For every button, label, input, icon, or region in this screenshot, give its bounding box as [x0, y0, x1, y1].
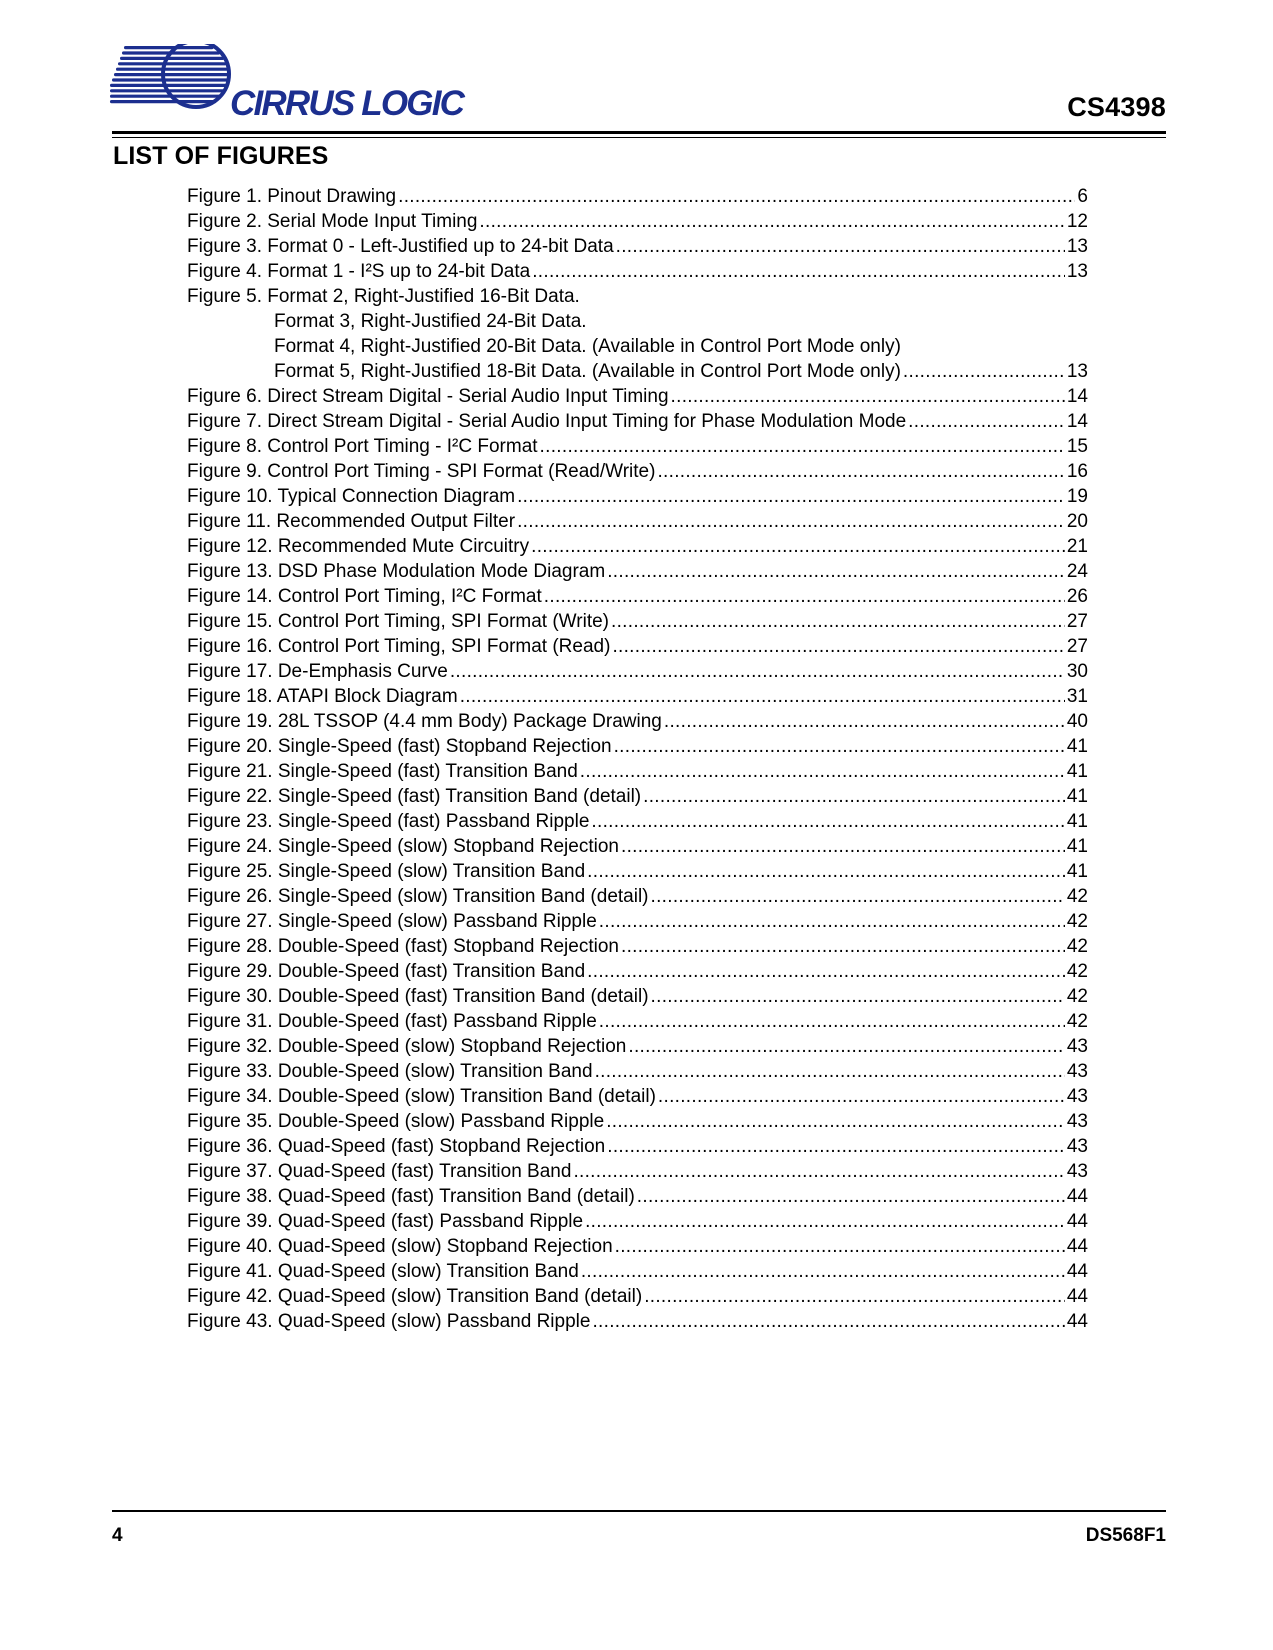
logo-streak	[110, 95, 222, 98]
dot-leader	[599, 1009, 1065, 1034]
dot-leader	[592, 1309, 1064, 1334]
toc-entry-label: Figure 36. Quad-Speed (fast) Stopband Rejection	[187, 1136, 606, 1157]
dot-leader	[532, 259, 1065, 284]
toc-entry-label: Figure 41. Quad-Speed (slow) Transition Band	[187, 1261, 579, 1282]
dot-leader	[651, 984, 1065, 1009]
logo-streak	[124, 46, 213, 49]
toc-entry-page: 42	[1066, 911, 1088, 932]
toc-entry[interactable]	[187, 459, 1088, 484]
toc-entry-label: Figure 15. Control Port Timing, SPI Format (Write)	[187, 611, 609, 632]
toc-entry[interactable]	[187, 359, 1088, 384]
toc-entry-page: 41	[1066, 786, 1088, 807]
dot-leader	[517, 509, 1065, 534]
toc-entry[interactable]	[187, 1084, 1088, 1109]
toc-entry-page: 44	[1066, 1186, 1088, 1207]
dot-leader	[599, 909, 1065, 934]
toc-entry-label: Figure 11. Recommended Output Filter	[187, 511, 516, 532]
dot-leader	[903, 359, 1065, 384]
toc-entry-page: 42	[1066, 1011, 1088, 1032]
dot-leader	[637, 1184, 1065, 1209]
toc-entry[interactable]	[187, 1159, 1088, 1184]
toc-entry-label: Figure 26. Single-Speed (slow) Transition Band (detail)	[187, 886, 649, 907]
dot-leader	[573, 1159, 1064, 1184]
toc-entry-label: Figure 1. Pinout Drawing	[187, 186, 397, 207]
dot-leader	[671, 384, 1065, 409]
toc-entry[interactable]	[187, 584, 1088, 609]
toc-entry-label: Figure 13. DSD Phase Modulation Mode Diagram	[187, 561, 606, 582]
toc-entry-label: Figure 29. Double-Speed (fast) Transition Band	[187, 961, 586, 982]
toc-entry-label: Figure 6. Direct Stream Digital - Serial Audio Input Timing	[187, 386, 669, 407]
cirrus-logic-logo	[108, 44, 528, 126]
toc-entry[interactable]	[187, 1059, 1088, 1084]
toc-entry-label: Figure 19. 28L TSSOP (4.4 mm Body) Package Drawing	[187, 711, 662, 732]
document-id: DS568F1	[1085, 1525, 1166, 1546]
toc-entry-label: Figure 39. Quad-Speed (fast) Passband Ripple	[187, 1211, 584, 1232]
dot-leader	[611, 609, 1065, 634]
toc-entry-label: Figure 32. Double-Speed (slow) Stopband Rejection	[187, 1036, 627, 1057]
toc-entry-label: Figure 3. Format 0 - Left-Justified up to 24-bit Data	[187, 236, 614, 257]
toc-entry-page: 43	[1066, 1061, 1088, 1082]
toc-entry-label: Figure 42. Quad-Speed (slow) Transition Band (detail)	[187, 1286, 643, 1307]
dot-leader	[658, 1084, 1065, 1109]
dot-leader	[450, 659, 1065, 684]
toc-entry-page: 19	[1066, 486, 1088, 507]
toc-entry-page: 13	[1066, 261, 1088, 282]
toc-entry-page: 12	[1066, 211, 1088, 232]
toc-entry-page: 40	[1066, 711, 1088, 732]
toc-entry[interactable]	[187, 759, 1088, 784]
dot-leader	[643, 784, 1065, 809]
dot-leader	[460, 684, 1065, 709]
toc-entry-label: Figure 34. Double-Speed (slow) Transition Band (detail)	[187, 1086, 656, 1107]
toc-entry-page: 20	[1066, 511, 1088, 532]
toc-entry-label: Figure 7. Direct Stream Digital - Serial Audio Input Timing for Phase Modulation Mode	[187, 411, 907, 432]
toc-entry-page: 44	[1066, 1236, 1088, 1257]
toc-entry[interactable]	[187, 934, 1088, 959]
header-divider	[112, 131, 1166, 138]
toc-entry-label: Figure 31. Double-Speed (fast) Passband Ripple	[187, 1011, 597, 1032]
toc-entry-page: 13	[1066, 236, 1088, 257]
footer-divider	[112, 1510, 1166, 1512]
dot-leader	[616, 234, 1065, 259]
dot-leader	[591, 809, 1064, 834]
page-number: 4	[112, 1525, 123, 1546]
logo-streak	[114, 73, 229, 76]
dot-leader	[621, 834, 1065, 859]
toc-entry-page: 14	[1066, 386, 1088, 407]
logo-streak	[112, 78, 229, 81]
toc-entry-page: 42	[1066, 986, 1088, 1007]
toc-entry[interactable]	[187, 559, 1088, 584]
toc-entry-label: Figure 10. Typical Connection Diagram	[187, 486, 516, 507]
dot-leader	[540, 434, 1065, 459]
toc-entry-label: Figure 37. Quad-Speed (fast) Transition Band	[187, 1161, 572, 1182]
toc-entry[interactable]	[187, 1034, 1088, 1059]
toc-entry-label: Figure 27. Single-Speed (slow) Passband Ripple	[187, 911, 597, 932]
logo-wordmark: CIRRUS LOGIC	[230, 84, 464, 123]
logo-streak	[118, 62, 227, 65]
toc-entry[interactable]	[187, 484, 1088, 509]
toc-entry-label: Figure 2. Serial Mode Input Timing	[187, 211, 478, 232]
logo-streak	[120, 57, 224, 60]
logo-streak	[116, 68, 228, 71]
toc-entry-label: Figure 21. Single-Speed (fast) Transition Band	[187, 761, 578, 782]
dot-leader	[607, 559, 1065, 584]
toc-entry-page: 43	[1066, 1086, 1088, 1107]
dot-leader	[517, 484, 1065, 509]
toc-entry-label: Figure 24. Single-Speed (slow) Stopband Rejection	[187, 836, 619, 857]
toc-entry[interactable]	[187, 534, 1088, 559]
toc-entry[interactable]	[187, 234, 1088, 259]
toc-entry-label: Figure 33. Double-Speed (slow) Transition Band	[187, 1061, 593, 1082]
dot-leader	[398, 184, 1075, 209]
toc-entry-label: Figure 5. Format 2, Right-Justified 16-Bit Data.	[187, 286, 580, 307]
toc-entry-label: Figure 14. Control Port Timing, I²C Format	[187, 586, 542, 607]
dot-leader	[628, 1034, 1064, 1059]
toc-entry[interactable]	[187, 1259, 1088, 1284]
dot-leader	[908, 409, 1065, 434]
toc-entry-label: Figure 25. Single-Speed (slow) Transition Band	[187, 861, 586, 882]
logo-streak	[110, 100, 216, 103]
toc-entry[interactable]	[187, 1134, 1088, 1159]
toc-entry-label: Format 5, Right-Justified 18-Bit Data. (Available in Control Port Mode only)	[274, 361, 901, 382]
toc-entry-label: Figure 17. De-Emphasis Curve	[187, 661, 448, 682]
toc-entry-page: 41	[1066, 736, 1088, 757]
toc-entry-page: 44	[1066, 1311, 1088, 1332]
dot-leader	[651, 884, 1065, 909]
toc-entry[interactable]	[187, 1184, 1088, 1209]
toc-entry[interactable]	[187, 434, 1088, 459]
toc-entry[interactable]	[187, 259, 1088, 284]
toc-entry-page: 42	[1066, 936, 1088, 957]
toc-entry[interactable]	[187, 1109, 1088, 1134]
toc-entry-page: 43	[1066, 1036, 1088, 1057]
toc-entry-page: 41	[1066, 861, 1088, 882]
toc-entry-page: 21	[1066, 536, 1088, 557]
dot-leader	[664, 709, 1065, 734]
dot-leader	[581, 1259, 1065, 1284]
toc-entry[interactable]	[187, 309, 1088, 334]
toc-entry[interactable]	[187, 409, 1088, 434]
toc-entry[interactable]	[187, 209, 1088, 234]
dot-leader	[544, 584, 1065, 609]
list-of-figures	[187, 184, 1088, 1334]
dot-leader	[479, 209, 1064, 234]
toc-entry-label: Figure 16. Control Port Timing, SPI Format (Read)	[187, 636, 611, 657]
toc-entry[interactable]	[187, 684, 1088, 709]
toc-entry-page: 13	[1066, 361, 1088, 382]
toc-entry[interactable]	[187, 1209, 1088, 1234]
toc-entry[interactable]	[187, 859, 1088, 884]
toc-entry-page: 42	[1066, 961, 1088, 982]
toc-entry[interactable]	[187, 609, 1088, 634]
toc-entry-page: 44	[1066, 1211, 1088, 1232]
dot-leader	[587, 859, 1065, 884]
toc-entry-page: 41	[1066, 761, 1088, 782]
dot-leader	[531, 534, 1065, 559]
toc-entry-page: 43	[1066, 1111, 1088, 1132]
toc-entry[interactable]	[187, 1009, 1088, 1034]
dot-leader	[606, 1109, 1065, 1134]
toc-entry-label: Figure 43. Quad-Speed (slow) Passband Ripple	[187, 1311, 591, 1332]
toc-entry-label: Figure 9. Control Port Timing - SPI Format (Read/Write)	[187, 461, 656, 482]
toc-entry[interactable]	[187, 909, 1088, 934]
toc-entry[interactable]	[187, 984, 1088, 1009]
toc-entry[interactable]	[187, 659, 1088, 684]
toc-entry-label: Figure 23. Single-Speed (fast) Passband Ripple	[187, 811, 590, 832]
dot-leader	[612, 634, 1064, 659]
toc-entry-page: 42	[1066, 886, 1088, 907]
toc-entry[interactable]	[187, 184, 1088, 209]
toc-entry[interactable]	[187, 384, 1088, 409]
toc-entry[interactable]	[187, 1309, 1088, 1334]
toc-entry[interactable]	[187, 334, 1088, 359]
toc-entry-page: 14	[1066, 411, 1088, 432]
toc-entry-page: 27	[1066, 636, 1088, 657]
toc-entry-page: 43	[1066, 1136, 1088, 1157]
toc-entry-label: Figure 28. Double-Speed (fast) Stopband Rejection	[187, 936, 619, 957]
toc-entry[interactable]	[187, 634, 1088, 659]
page-title: LIST OF FIGURES	[113, 142, 329, 170]
toc-entry-page: 41	[1066, 836, 1088, 857]
dot-leader	[614, 734, 1065, 759]
toc-entry-page: 6	[1077, 186, 1088, 207]
toc-entry-label: Figure 22. Single-Speed (fast) Transition Band (detail)	[187, 786, 642, 807]
toc-entry-label: Format 4, Right-Justified 20-Bit Data. (Available in Control Port Mode only)	[274, 336, 901, 357]
toc-entry-page: 31	[1066, 686, 1088, 707]
dot-leader	[585, 1209, 1065, 1234]
toc-entry-label: Figure 30. Double-Speed (fast) Transition Band (detail)	[187, 986, 649, 1007]
toc-entry[interactable]	[187, 834, 1088, 859]
dot-leader	[587, 959, 1065, 984]
toc-entry-page: 44	[1066, 1286, 1088, 1307]
toc-entry[interactable]	[187, 1234, 1088, 1259]
dot-leader	[580, 759, 1065, 784]
dot-leader	[595, 1059, 1065, 1084]
toc-entry-label: Figure 40. Quad-Speed (slow) Stopband Rejection	[187, 1236, 613, 1257]
dot-leader	[615, 1234, 1065, 1259]
toc-entry-page: 15	[1066, 436, 1088, 457]
toc-entry-label: Figure 8. Control Port Timing - I²C Format	[187, 436, 538, 457]
toc-entry-page: 16	[1066, 461, 1088, 482]
toc-entry[interactable]	[187, 884, 1088, 909]
toc-entry-page: 30	[1066, 661, 1088, 682]
logo-streak	[110, 84, 228, 87]
part-number: CS4398	[1067, 92, 1166, 122]
toc-entry[interactable]	[187, 509, 1088, 534]
toc-entry[interactable]	[187, 959, 1088, 984]
toc-entry[interactable]	[187, 709, 1088, 734]
dot-leader	[607, 1134, 1065, 1159]
toc-entry-page: 26	[1066, 586, 1088, 607]
toc-entry[interactable]	[187, 809, 1088, 834]
toc-entry-label: Figure 35. Double-Speed (slow) Passband Ripple	[187, 1111, 605, 1132]
toc-entry-label: Figure 12. Recommended Mute Circuitry	[187, 536, 530, 557]
dot-leader	[657, 459, 1064, 484]
dot-leader	[644, 1284, 1065, 1309]
toc-entry-label: Figure 18. ATAPI Block Diagram	[187, 686, 458, 707]
toc-entry-page: 27	[1066, 611, 1088, 632]
toc-entry[interactable]	[187, 284, 1088, 309]
toc-entry[interactable]	[187, 734, 1088, 759]
toc-entry-label: Figure 20. Single-Speed (fast) Stopband Rejection	[187, 736, 612, 757]
toc-entry-page: 43	[1066, 1161, 1088, 1182]
toc-entry-page: 24	[1066, 561, 1088, 582]
toc-entry-label: Figure 38. Quad-Speed (fast) Transition Band (detail)	[187, 1186, 635, 1207]
toc-entry-label: Figure 4. Format 1 - I²S up to 24-bit Data	[187, 261, 531, 282]
dot-leader	[621, 934, 1065, 959]
toc-entry-label: Format 3, Right-Justified 24-Bit Data.	[274, 311, 587, 332]
toc-entry[interactable]	[187, 1284, 1088, 1309]
toc-entry[interactable]	[187, 784, 1088, 809]
toc-entry-page: 44	[1066, 1261, 1088, 1282]
toc-entry-page: 41	[1066, 811, 1088, 832]
